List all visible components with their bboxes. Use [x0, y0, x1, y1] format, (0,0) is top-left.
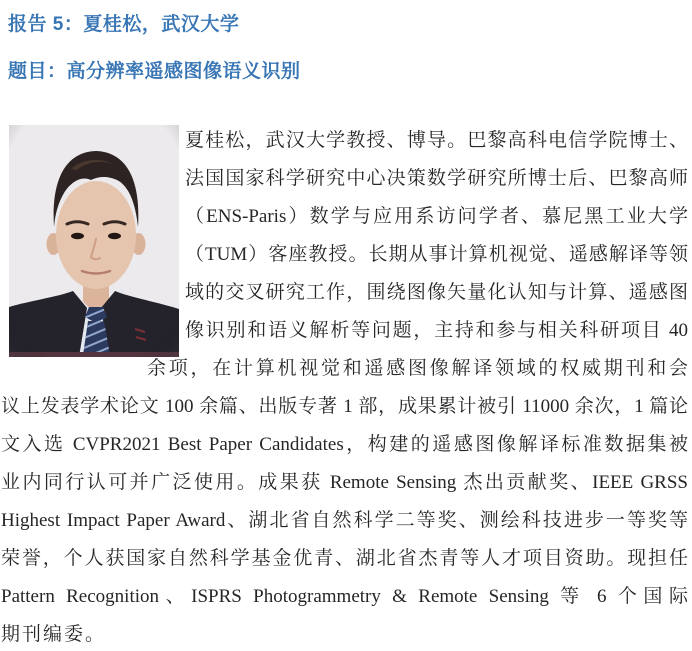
bio-line: （ENS-Paris）数学与应用系访问学者、慕尼黑工业大学 [185, 206, 688, 227]
bio-line: 议上发表学术论文 100 余篇、出版专著 1 部，成果累计被引 11000 余次，1 篇论 [1, 396, 688, 417]
bio-line: 像识别和语义解析等问题，主持和参与相关科研项目 40 [185, 320, 688, 341]
bio-line: 法国国家科学研究中心决策数学研究所博士后、巴黎高师 [185, 168, 688, 189]
bio-line: 余项，在计算机视觉和遥感图像解译领域的权威期刊和会 [147, 358, 688, 379]
bio-line: 夏桂松，武汉大学教授、博导。巴黎高科电信学院博士、 [185, 130, 688, 151]
bio-line: Pattern Recognition、ISPRS Photogrammetry & Remote Sensing 等 6 个国际 [1, 586, 688, 607]
bio-line: （TUM）客座教授。长期从事计算机视觉、遥感解译等领 [185, 244, 688, 265]
bio-line: 荣誉，个人获国家自然科学基金优青、湖北省杰青等人才项目资助。现担任 [1, 548, 688, 569]
bio-line: 文入选 CVPR2021 Best Paper Candidates，构建的遥感图像解译标准数据集被 [1, 434, 688, 455]
bio-line: Highest Impact Paper Award、湖北省自然科学二等奖、测绘科技进步一等奖等 [1, 510, 688, 531]
bio-line: 业内同行认可并广泛使用。成果获 Remote Sensing 杰出贡献奖、IEEE GRSS [1, 472, 688, 493]
biography-paragraph [0, 122, 692, 651]
bio-line: 期刊编委。 [1, 624, 107, 645]
bio-line: 域的交叉研究工作，围绕图像矢量化认知与计算、遥感图 [185, 282, 688, 303]
report-heading: 报告 5：夏桂松，武汉大学 [8, 14, 240, 35]
talk-title-heading: 题目：高分辨率遥感图像语义识别 [8, 61, 301, 82]
